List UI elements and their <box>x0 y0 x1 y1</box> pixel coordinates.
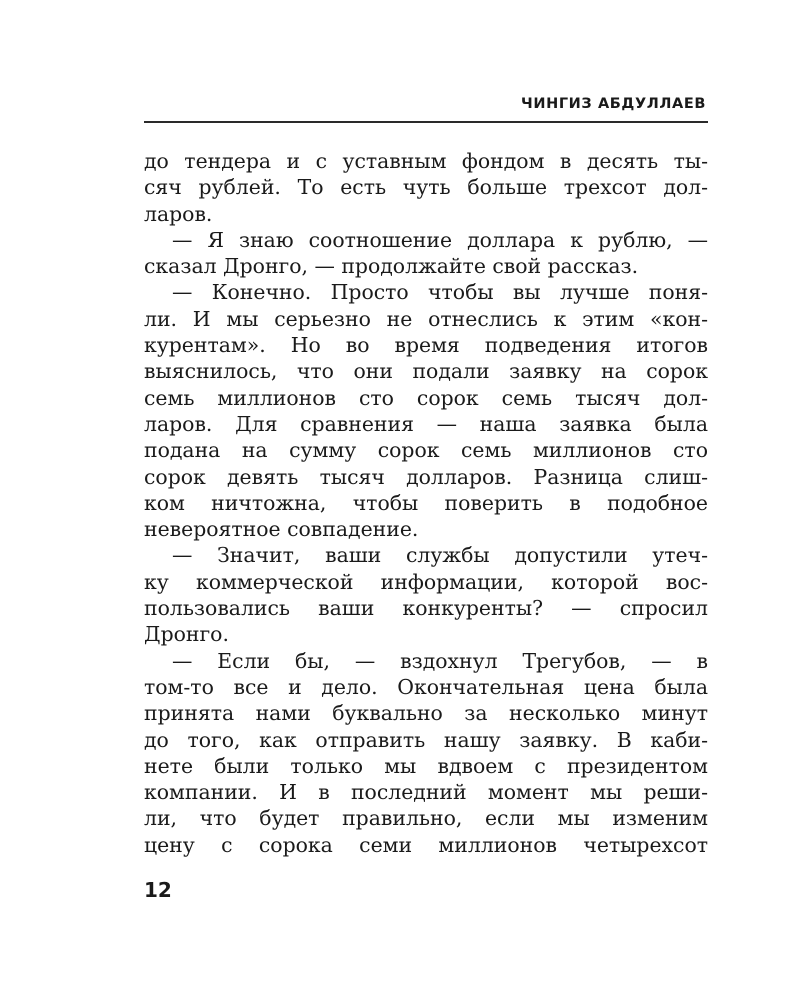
text-line: до того, как отправить нашу заявку. В каби- <box>144 727 708 752</box>
text-line: сказал Дронго, — продолжайте свой рассказ. <box>144 254 639 279</box>
text-line: невероятное совпадение. <box>144 517 419 542</box>
text-line: ли. И мы серьезно не отнеслись к этим «кон- <box>144 306 708 331</box>
body-text <box>144 148 708 858</box>
text-line: пользовались ваши конкуренты? — спросил <box>144 596 708 621</box>
text-line: — Я знаю соотношение доллара к рублю, — <box>172 227 708 252</box>
text-line: ли, что будет правильно, если мы изменим <box>144 806 708 831</box>
text-line: — Конечно. Просто чтобы вы лучше поня- <box>172 280 708 305</box>
text-line: выяснилось, что они подали заявку на сорок <box>144 359 708 384</box>
text-line: ларов. Для сравнения — наша заявка была <box>144 411 708 436</box>
text-line: курентам». Но во время подведения итогов <box>144 333 708 358</box>
text-line: нете были только мы вдвоем с президентом <box>144 753 708 778</box>
text-line: ларов. <box>144 201 213 226</box>
page-number: 12 <box>144 878 172 902</box>
text-line: подана на сумму сорок семь миллионов сто <box>144 438 708 463</box>
text-line: ком ничтожна, чтобы поверить в подобное <box>144 490 708 515</box>
running-header <box>144 88 708 124</box>
text-line: ку коммерческой информации, которой вос- <box>144 569 708 594</box>
running-header-author: ЧИНГИЗ АБДУЛЛАЕВ <box>521 96 706 112</box>
text-line: — Значит, ваши службы допустили утеч- <box>172 543 708 568</box>
text-line: семь миллионов сто сорок семь тысяч дол- <box>144 385 708 410</box>
text-line: — Если бы, — вздохнул Трегубов, — в <box>172 648 708 673</box>
header-rule <box>144 121 708 123</box>
text-line: до тендера и с уставным фондом в десять ты- <box>144 149 708 173</box>
text-line: сорок девять тысяч долларов. Разница слиш- <box>144 464 708 489</box>
text-line: том-то все и дело. Окончательная цена была <box>144 674 708 699</box>
text-line: Дронго. <box>144 622 229 647</box>
text-line: принята нами буквально за несколько минут <box>144 701 708 726</box>
text-line: цену с сорока семи миллионов четырехсот <box>144 832 708 857</box>
text-line: сяч рублей. То есть чуть больше трехсот дол- <box>144 175 708 200</box>
text-line: компании. И в последний момент мы реши- <box>144 780 708 805</box>
